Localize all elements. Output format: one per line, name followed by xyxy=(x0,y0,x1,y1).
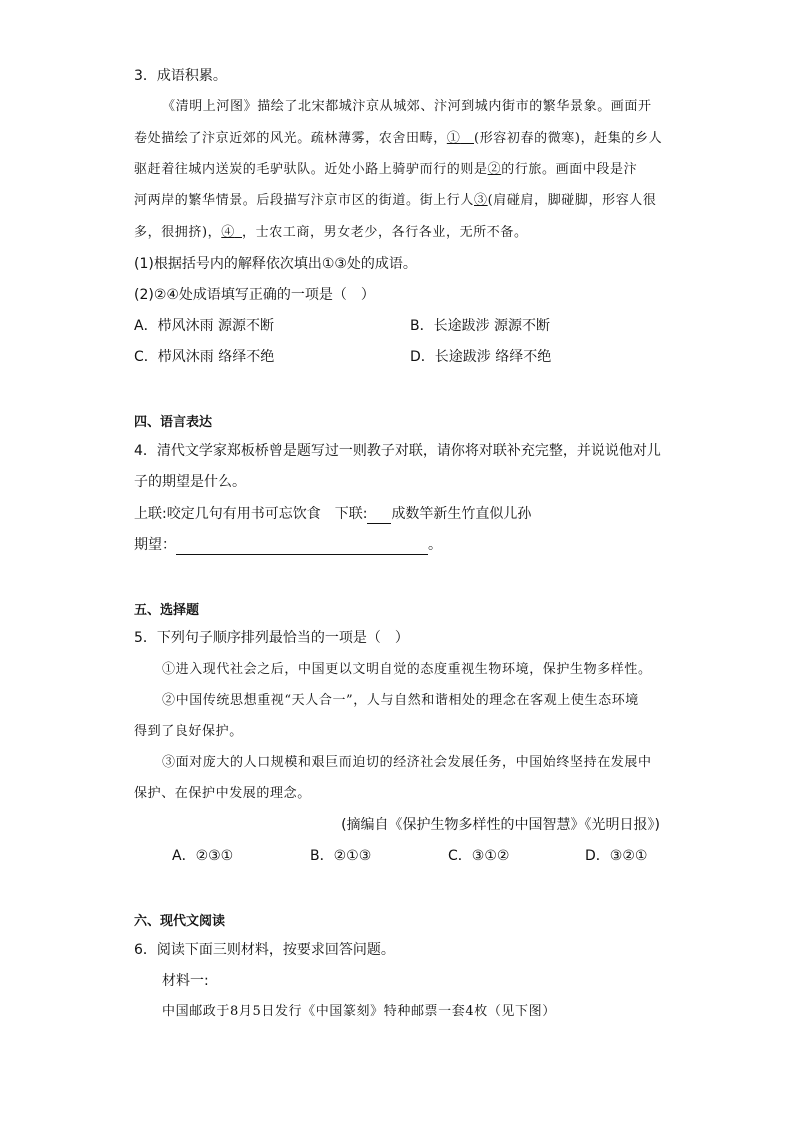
passage-text: (形容初春的微寒)，赶集的乡人 xyxy=(474,131,663,146)
section-5-heading: 五、选择题 xyxy=(134,603,200,618)
q4-text-line: 子的期望是什么。 xyxy=(134,474,246,490)
blank-1-pad xyxy=(460,131,474,146)
q6-material-text: 中国邮政于8月5日发行《中国篆刻》特种邮票一套4枚（见下图） xyxy=(162,1004,556,1019)
q5-option-d[interactable]: D．③②① xyxy=(585,848,648,864)
passage-text: 卷处描绘了汴京近郊的风光。疏林薄雾，农舍田畴， xyxy=(134,131,447,146)
q6-material-label: 材料一: xyxy=(162,973,209,989)
q5-source: (摘编自《保护生物多样性的中国智慧》《光明日报》) xyxy=(341,817,660,833)
q3-passage-line xyxy=(134,129,662,149)
q3-title: 3．成语积累。 xyxy=(134,68,227,84)
blank-1[interactable]: ① xyxy=(446,131,461,146)
q5-option-c[interactable]: C．③①② xyxy=(448,848,510,864)
passage-text: 多，很拥挤)， xyxy=(134,225,222,240)
q3-passage-line: 《清明上河图》描绘了北宋都城汴京从城郊、汴河到城内街市的繁华景象。画面开 xyxy=(162,99,652,114)
passage-text: ，士农工商，男女老少，各行各业，无所不备。 xyxy=(242,225,528,240)
q3-passage-line xyxy=(134,191,657,211)
q3-option-a[interactable]: A．栉风沐雨 源源不断 xyxy=(134,318,275,334)
expectation-blank[interactable] xyxy=(176,539,428,555)
q5-option-a[interactable]: A．②③① xyxy=(172,848,234,864)
passage-text: 驱赶着往城内送炭的毛驴驮队。近处小路上骑驴而行的则是 xyxy=(134,162,488,177)
q6-question: 6．阅读下面三则材料，按要求回答问题。 xyxy=(134,942,395,958)
passage-text: 的行旅。画面中段是汴 xyxy=(501,162,638,177)
section-4-heading: 四、语言表达 xyxy=(134,415,213,430)
q3-passage-line xyxy=(134,223,528,243)
passage-text: 河两岸的繁华情景。后段描写汴京市区的街道。街上行人 xyxy=(134,193,475,208)
q3-option-c[interactable]: C．栉风沐雨 络绎不绝 xyxy=(134,349,275,365)
q5-sentence-2: ②中国传统思想重视“天人合一”，人与自然和谐相处的理念在客观上使生态环境 xyxy=(162,693,639,708)
section-6-heading: 六、现代文阅读 xyxy=(134,914,226,929)
q5-sentence-3-cont: 保护、在保护中发展的理念。 xyxy=(134,786,311,801)
couplet-first: 上联:咬定几句有用书可忘饮食 下联: xyxy=(134,506,368,522)
q5-sentence-3: ③面对庞大的人口规模和艰巨而迫切的经济社会发展任务，中国始终坚持在发展中 xyxy=(162,755,652,770)
blank-3[interactable]: ③ xyxy=(474,193,488,208)
expectation-end: 。 xyxy=(428,537,442,553)
q5-question: 5．下列句子顺序排列最恰当的一项是（ ） xyxy=(134,630,409,646)
q5-sentence-1: ①进入现代社会之后，中国更以文明自觉的态度重视生物环境，保护生物多样性。 xyxy=(162,662,652,677)
blank-2[interactable]: ② xyxy=(487,162,502,177)
passage-text: (肩碰肩，脚碰脚，形容人很 xyxy=(487,193,657,208)
q5-option-b[interactable]: B．②①③ xyxy=(310,848,372,864)
couplet-second: 成数竿新生竹直似儿孙 xyxy=(391,506,532,522)
blank-4[interactable]: ④ xyxy=(221,225,235,240)
q3-option-d[interactable]: D．长途跋涉 络绎不绝 xyxy=(410,349,552,365)
couplet-blank[interactable] xyxy=(367,508,391,524)
q3-option-b[interactable]: B．长途跋涉 源源不断 xyxy=(410,318,551,334)
expectation-label: 期望： xyxy=(134,537,176,553)
q4-text-line: 4．清代文学家郑板桥曾是题写过一则教子对联，请你将对联补充完整，并说说他对儿 xyxy=(134,443,661,459)
q4-couplet xyxy=(134,504,531,524)
q3-subquestion-1: (1)根据括号内的解释依次填出①③处的成语。 xyxy=(134,256,417,272)
q5-sentence-2-cont: 得到了良好保护。 xyxy=(134,724,243,739)
q4-expectation xyxy=(134,535,442,555)
q3-passage-line xyxy=(134,160,637,180)
q3-subquestion-2: (2)②④处成语填写正确的一项是（ ） xyxy=(134,287,375,303)
blank-4-pad xyxy=(235,225,242,240)
